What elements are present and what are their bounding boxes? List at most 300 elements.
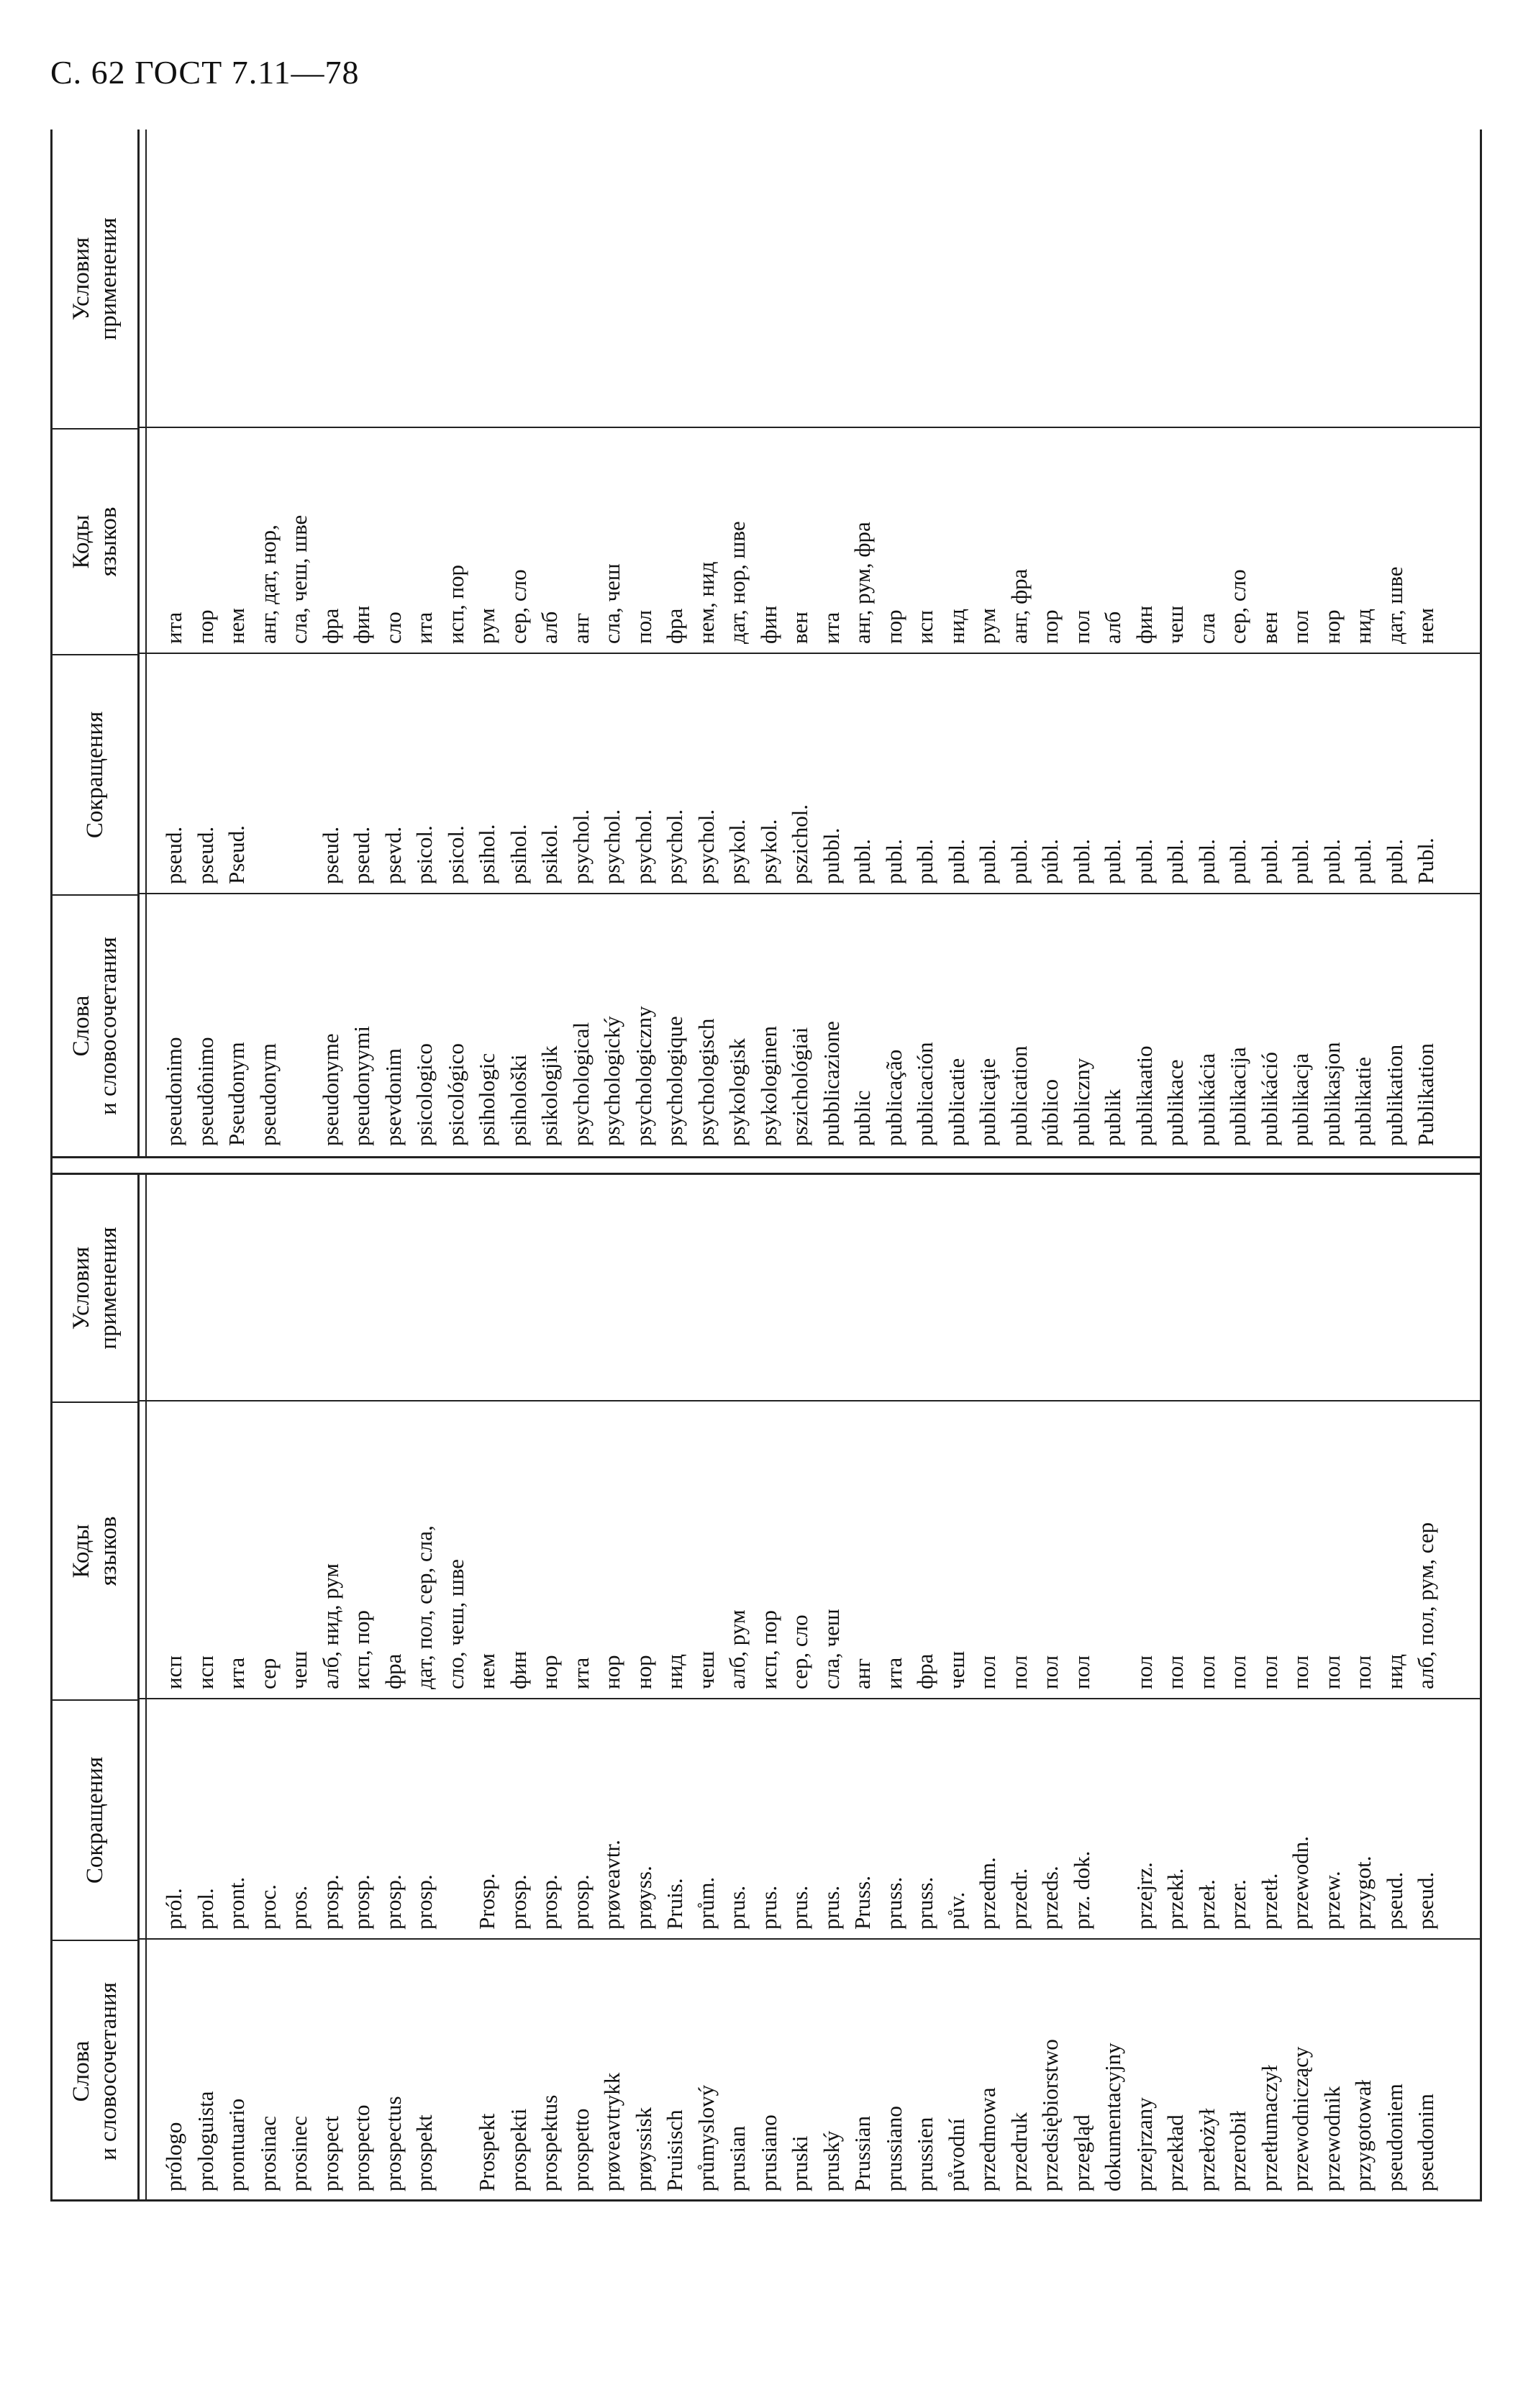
language-codes-cell: нид	[1381, 1654, 1407, 1689]
word-cell: psicologico	[412, 1043, 437, 1146]
column-header-abbreviations: Сокращения	[50, 654, 140, 894]
abbreviation-cell: Pseud.	[224, 825, 249, 884]
language-codes-cell: пор	[192, 609, 218, 644]
table-row	[471, 1175, 503, 2202]
language-codes-cell: исп	[161, 1655, 186, 1689]
language-codes-cell: пол	[1163, 1655, 1188, 1689]
language-codes-cell: чеш	[943, 1650, 969, 1689]
word-cell: prusian	[724, 2125, 750, 2191]
language-codes-cell: пор	[1037, 609, 1063, 644]
abbreviation-cell: publ.	[1256, 839, 1282, 884]
abbreviation-cell: publ.	[1131, 839, 1157, 884]
table-row	[628, 130, 660, 1156]
abbreviation-cell: prus.	[755, 1885, 781, 1930]
table-row	[878, 1175, 910, 2202]
word-cell: pseudoniem	[1381, 2084, 1407, 2191]
word-cell: przygotował	[1350, 2080, 1376, 2191]
language-codes-cell: фин	[1131, 605, 1157, 644]
language-codes-cell: сер, сло	[787, 1614, 812, 1689]
abbreviation-cell: psikol.	[537, 824, 562, 884]
table-row	[941, 1175, 973, 2202]
abbreviation-cell: przedr.	[1006, 1868, 1032, 1930]
word-cell: psihologic	[474, 1053, 499, 1146]
table-row	[471, 130, 503, 1156]
word-cell: psychologiczny	[630, 1006, 656, 1146]
language-codes-cell: нид	[662, 1654, 687, 1689]
abbreviation-cell: pról.	[161, 1888, 186, 1930]
word-cell: pubblicazione	[818, 1021, 844, 1146]
language-codes-cell: исп, пор	[755, 1609, 781, 1689]
language-codes-cell: пор	[881, 609, 906, 644]
language-codes-cell: сла, чеш, шве	[286, 514, 312, 644]
abbreviation-cell: pseud.	[1413, 1871, 1438, 1930]
right-rows	[158, 130, 1442, 1156]
abbreviation-cell: przygot.	[1350, 1855, 1376, 1930]
abbreviation-cell: prol.	[192, 1888, 218, 1930]
language-codes-cell: пол	[1288, 609, 1313, 644]
table-row	[221, 130, 253, 1156]
abbreviation-cell: publ.	[850, 839, 875, 884]
header-row	[50, 130, 140, 1156]
word-cell: prospekt	[412, 2114, 437, 2191]
abbreviation-cell: przer.	[1225, 1879, 1250, 1930]
word-cell: prøyssisk	[630, 2107, 656, 2191]
abbreviation-cell: publ.	[943, 839, 969, 884]
table-row	[1191, 130, 1223, 1156]
word-cell: pseudonim	[1413, 2093, 1438, 2191]
table-row	[909, 130, 941, 1156]
language-codes-cell: фин	[505, 1650, 531, 1689]
word-cell: przekład	[1163, 2114, 1188, 2191]
word-cell: publikacja	[1288, 1053, 1313, 1146]
word-cell: pruský	[818, 2130, 844, 2191]
abbreviation-cell: psykol.	[724, 819, 750, 884]
word-cell: público	[1037, 1079, 1063, 1146]
abbreviation-cell: prům.	[693, 1876, 719, 1930]
language-codes-cell: пол	[1256, 1655, 1282, 1689]
word-cell: prussiano	[881, 2106, 906, 2191]
abbreviation-cell: pův.	[943, 1891, 969, 1930]
language-codes-cell: сер, сло	[505, 569, 531, 644]
table-row	[1222, 1175, 1254, 2202]
language-codes-cell: ита	[568, 1657, 594, 1689]
table-row	[659, 1175, 691, 2202]
page-header: С. 62 ГОСТ 7.11—78	[50, 54, 360, 91]
abbreviation-cell: prosp.	[349, 1874, 374, 1930]
language-codes-cell: фра	[912, 1653, 937, 1689]
abbreviation-cell: przekł.	[1163, 1868, 1188, 1930]
table-row	[1285, 130, 1317, 1156]
word-cell: pruski	[787, 2135, 812, 2191]
table-row	[253, 1175, 284, 2202]
table-row	[1035, 1175, 1066, 2202]
abbreviation-cell: publ.	[881, 839, 906, 884]
word-cell: Prussian	[850, 2115, 875, 2191]
language-codes-cell: алб, пол, рум, сер	[1413, 1522, 1438, 1689]
table-row	[1066, 1175, 1098, 2202]
abbreviation-cell: przeds.	[1037, 1866, 1063, 1930]
word-cell: prontuario	[224, 2098, 249, 2191]
word-cell: prospecto	[349, 2104, 374, 2191]
header-double-rule	[140, 130, 147, 1156]
table-row	[158, 1175, 190, 2202]
table-row	[753, 1175, 785, 2202]
table-row	[1285, 1175, 1317, 2202]
word-cell: prospectus	[380, 2096, 406, 2191]
table-row	[565, 130, 597, 1156]
table-row	[1129, 1175, 1160, 2202]
table-row	[1097, 130, 1129, 1156]
language-codes-cell: нем	[474, 1653, 499, 1689]
word-cell: przedruk	[1006, 2112, 1032, 2191]
table-row	[1347, 1175, 1379, 2202]
word-cell: pszichológiai	[787, 1027, 812, 1146]
table-row	[596, 130, 628, 1156]
language-codes-cell: нем	[1413, 608, 1438, 644]
abbreviation-cell: prosp.	[317, 1874, 343, 1930]
table-row	[909, 1175, 941, 2202]
abbreviation-cell: Pruis.	[662, 1878, 687, 1930]
abbreviation-cell: przedm.	[975, 1857, 1000, 1930]
language-codes-cell: нем	[224, 608, 249, 644]
word-cell: psychologique	[662, 1016, 687, 1146]
word-cell: publiczny	[1068, 1058, 1094, 1146]
word-cell: prospektus	[537, 2094, 562, 2191]
abbreviation-cell: psykol.	[755, 819, 781, 884]
abbreviation-cell: psicol.	[442, 825, 468, 884]
language-codes-cell: вен	[1256, 612, 1282, 644]
table-row	[1317, 130, 1348, 1156]
abbreviation-cell: publ.	[912, 839, 937, 884]
table-row	[1222, 130, 1254, 1156]
word-cell: public	[850, 1090, 875, 1146]
table-row	[1066, 130, 1098, 1156]
abbreviation-cell: publ.	[1163, 839, 1188, 884]
column-header-abbreviations: Сокращения	[50, 1699, 140, 1940]
abbreviation-cell: pruss.	[912, 1876, 937, 1930]
language-codes-cell: анг	[850, 1658, 875, 1689]
table-row	[565, 1175, 597, 2202]
word-cell: publicatie	[943, 1058, 969, 1146]
abbreviation-cell: pros.	[286, 1885, 312, 1930]
table-row	[440, 130, 472, 1156]
word-cell: prøveavtrykk	[599, 2072, 624, 2191]
language-codes-cell: анг	[568, 612, 594, 644]
abbreviation-cell: pseud.	[161, 826, 186, 884]
abbreviation-cell: publ.	[1288, 839, 1313, 884]
table-row	[190, 130, 222, 1156]
word-cell: průmyslový	[693, 2084, 719, 2191]
language-codes-cell: сла, чеш	[818, 1609, 844, 1689]
language-codes-cell: сло	[380, 612, 406, 644]
language-codes-cell: исп, пор	[442, 564, 468, 644]
abbreviation-cell: przew.	[1319, 1871, 1345, 1930]
table-row	[659, 130, 691, 1156]
word-cell: przedsiębiorstwo	[1037, 2039, 1063, 2191]
table-row	[878, 130, 910, 1156]
language-codes-cell: ита	[412, 612, 437, 644]
table-row	[283, 130, 315, 1156]
abbreviation-cell: publ.	[975, 839, 1000, 884]
word-cell: publication	[1006, 1045, 1032, 1146]
word-cell: Publikation	[1413, 1043, 1438, 1146]
word-cell: prusiano	[755, 2114, 781, 2191]
abbreviation-cell: psychol.	[693, 809, 719, 884]
abbreviation-cell: publ.	[1194, 839, 1219, 884]
word-cell: psykologinen	[755, 1025, 781, 1146]
abbreviation-cell: prz. dok.	[1068, 1850, 1094, 1930]
word-cell: przedmowa	[975, 2087, 1000, 2191]
language-codes-cell: анг, рум, фра	[850, 522, 875, 644]
column-header-language-codes: Коды языков	[50, 428, 140, 654]
table-row	[1379, 1175, 1411, 2202]
table-row	[1160, 1175, 1191, 2202]
word-cell: psykologisk	[724, 1038, 750, 1146]
abbreviation-cell: Prosp.	[474, 1873, 499, 1930]
table-row	[847, 1175, 878, 2202]
abbreviation-cell: Pruss.	[850, 1876, 875, 1930]
table-row	[722, 130, 753, 1156]
language-codes-cell: чеш	[693, 1650, 719, 1689]
abbreviation-cell: prus.	[818, 1885, 844, 1930]
abbreviation-cell: prosp.	[568, 1874, 594, 1930]
word-cell: prosinec	[286, 2115, 312, 2191]
abbreviation-cell: publ.	[1350, 839, 1376, 884]
left-rows	[158, 1175, 1442, 2202]
word-cell: publicaţie	[975, 1058, 1000, 1146]
table-row	[346, 130, 378, 1156]
word-cell: przewodnik	[1319, 2086, 1345, 2191]
language-codes-cell: пол	[1194, 1655, 1219, 1689]
abbreviation-cell: publ.	[1381, 839, 1407, 884]
table-row	[628, 1175, 660, 2202]
abbreviation-cell: psychol.	[662, 809, 687, 884]
abbreviation-cell: publ.	[1225, 839, 1250, 884]
table-row	[221, 1175, 253, 2202]
abbreviation-cell: psevd.	[380, 826, 406, 884]
abbreviation-cell: psihol.	[474, 824, 499, 884]
language-codes-cell: алб, рум	[724, 1609, 750, 1689]
table-row	[1410, 1175, 1442, 2202]
word-cell: publikace	[1163, 1059, 1188, 1146]
language-codes-cell: ита	[818, 612, 844, 644]
word-cell: prospetto	[568, 2108, 594, 2191]
abbreviation-cell: públ.	[1037, 839, 1063, 884]
abbreviation-cell: przetł.	[1256, 1873, 1282, 1930]
table-row	[1410, 130, 1442, 1156]
table-row	[1379, 130, 1411, 1156]
word-cell: pseudonyme	[317, 1033, 343, 1146]
abbreviation-table	[50, 130, 1482, 2202]
column-header-usage: Условия применения	[68, 217, 122, 340]
word-cell: publicación	[912, 1042, 937, 1146]
word-cell: prospect	[317, 2115, 343, 2191]
table-row	[816, 130, 847, 1156]
abbreviation-cell: pseud.	[349, 826, 374, 884]
word-cell: przełożył	[1194, 2108, 1219, 2191]
word-cell: pseudônimo	[192, 1037, 218, 1146]
table-row	[1254, 130, 1286, 1156]
language-codes-cell: сла, чеш	[599, 563, 624, 644]
table-row	[1129, 130, 1160, 1156]
table-row	[816, 1175, 847, 2202]
abbreviation-cell: pront.	[224, 1876, 249, 1930]
word-cell: psevdonim	[380, 1048, 406, 1146]
language-codes-cell: пол	[975, 1655, 1000, 1689]
abbreviation-cell: pruss.	[881, 1876, 906, 1930]
table-row	[753, 130, 785, 1156]
language-codes-cell: сло, чеш, шве	[442, 1558, 468, 1689]
language-codes-cell: фин	[349, 605, 374, 644]
abbreviation-cell: prosp.	[505, 1874, 531, 1930]
language-codes-cell: пол	[1225, 1655, 1250, 1689]
language-codes-cell: исп	[192, 1655, 218, 1689]
table-row	[1317, 1175, 1348, 2202]
abbreviation-cell: publ.	[1100, 839, 1125, 884]
language-codes-cell: ита	[161, 612, 186, 644]
table-row	[784, 1175, 816, 2202]
abbreviation-cell: psihol.	[505, 824, 531, 884]
language-codes-cell: рум	[975, 608, 1000, 644]
abbreviation-cell: publ.	[1068, 839, 1094, 884]
language-codes-cell: ита	[881, 1657, 906, 1689]
word-cell: publikaatio	[1131, 1045, 1157, 1146]
table-row	[534, 1175, 565, 2202]
word-cell: Pseudonym	[224, 1042, 249, 1146]
table-row	[722, 1175, 753, 2202]
language-codes-cell: пол	[1006, 1655, 1032, 1689]
language-codes-cell: дат, шве	[1381, 566, 1407, 644]
language-codes-cell: алб	[537, 611, 562, 644]
abbreviation-cell: pseud.	[1381, 1871, 1407, 1930]
table-row	[1347, 130, 1379, 1156]
table-row	[378, 1175, 409, 2202]
word-cell: psychologický	[599, 1016, 624, 1146]
abbreviation-cell: prøveavtr.	[599, 1840, 624, 1930]
abbreviation-cell: prus.	[724, 1885, 750, 1930]
language-codes-cell: исп	[912, 610, 937, 644]
language-codes-cell: пол	[630, 609, 656, 644]
table-row	[1254, 1175, 1286, 2202]
abbreviation-cell: przeł.	[1194, 1879, 1219, 1930]
header-double-rule	[140, 1175, 147, 2202]
language-codes-cell: анг, дат, нор,	[255, 524, 281, 644]
table-row	[158, 130, 190, 1156]
word-cell: psychologisch	[693, 1018, 719, 1146]
word-cell: publikatie	[1350, 1057, 1376, 1146]
abbreviation-cell: pubbl.	[818, 827, 844, 884]
abbreviation-cell: psychol.	[630, 809, 656, 884]
word-cell: Prospekt	[474, 2113, 499, 2191]
table-row	[847, 130, 878, 1156]
word-cell: przetłumaczył	[1256, 2065, 1282, 2191]
language-codes-cell: нем, нид	[693, 561, 719, 644]
language-codes-cell: фра	[317, 608, 343, 644]
column-header-words: Слова и словосочетания	[50, 894, 140, 1156]
word-cell: przewodniczący	[1288, 2046, 1313, 2191]
word-cell: původní	[943, 2118, 969, 2191]
language-codes-cell: фра	[662, 608, 687, 644]
abbreviation-cell: prosp.	[412, 1874, 437, 1930]
language-codes-cell: пол	[1068, 1655, 1094, 1689]
word-cell: Pruisisch	[662, 2109, 687, 2191]
table-row	[972, 1175, 1004, 2202]
word-cell: publikacija	[1225, 1047, 1250, 1146]
language-codes-cell: нор	[1319, 609, 1345, 644]
word-cell: psychological	[568, 1022, 594, 1146]
abbreviation-cell: proc.	[255, 1884, 281, 1930]
language-codes-cell: рум	[474, 608, 499, 644]
table-row	[1035, 130, 1066, 1156]
word-cell: psicológico	[442, 1043, 468, 1146]
language-codes-cell: нор	[630, 1655, 656, 1689]
table-row	[691, 1175, 722, 2202]
abbreviation-cell: prosp.	[380, 1874, 406, 1930]
abbreviation-cell: prøyss.	[630, 1866, 656, 1930]
table-row	[596, 1175, 628, 2202]
word-cell: przerobił	[1225, 2111, 1250, 2191]
language-codes-cell: пол	[1350, 1655, 1376, 1689]
table-row	[346, 1175, 378, 2202]
abbreviation-cell: pseud.	[192, 826, 218, 884]
language-codes-cell: чеш	[286, 1650, 312, 1689]
word-cell: publikasjon	[1319, 1042, 1345, 1146]
table-right-half	[50, 130, 1482, 1156]
language-codes-cell: ита	[224, 1657, 249, 1689]
table-row	[1191, 1175, 1223, 2202]
word-cell: przegląd	[1068, 2114, 1094, 2191]
table-row	[534, 130, 565, 1156]
language-codes-cell: анг, фра	[1006, 568, 1032, 644]
abbreviation-cell: publ.	[1006, 839, 1032, 884]
word-cell: prospekti	[505, 2108, 531, 2191]
language-codes-cell: алб	[1100, 611, 1125, 644]
table-row	[315, 1175, 347, 2202]
word-cell: publikáció	[1256, 1052, 1282, 1146]
table-row	[1160, 130, 1191, 1156]
table-row	[190, 1175, 222, 2202]
word-cell: pseudonimo	[161, 1037, 186, 1146]
abbreviation-cell: psychol.	[599, 809, 624, 884]
language-codes-cell: нид	[943, 609, 969, 644]
table-row	[283, 1175, 315, 2202]
table-row	[941, 130, 973, 1156]
language-codes-cell: сла	[1194, 613, 1219, 644]
abbreviation-cell: prus.	[787, 1885, 812, 1930]
table-row	[315, 130, 347, 1156]
table-row	[1004, 1175, 1035, 2202]
language-codes-cell: пол	[1068, 609, 1094, 644]
language-codes-cell: сер, сло	[1225, 569, 1250, 644]
word-cell: przejrzany	[1131, 2097, 1157, 2191]
language-codes-cell: нор	[537, 1655, 562, 1689]
table-row	[1097, 1175, 1129, 2202]
word-cell: prologuista	[192, 2091, 218, 2191]
abbreviation-cell: publ.	[1319, 839, 1345, 884]
table-row	[972, 130, 1004, 1156]
word-cell: dokumentacyjny	[1100, 2043, 1125, 2191]
table-row	[503, 130, 535, 1156]
abbreviation-cell: psicol.	[412, 825, 437, 884]
table-row	[784, 130, 816, 1156]
word-cell: publik	[1100, 1089, 1125, 1146]
abbreviation-cell: pszichol.	[787, 804, 812, 884]
language-codes-cell: исп, пор	[349, 1609, 374, 1689]
table-row	[378, 130, 409, 1156]
language-codes-cell: пол	[1037, 1655, 1063, 1689]
language-codes-cell: пол	[1131, 1655, 1157, 1689]
language-codes-cell: дат, пол, сер, сла,	[412, 1525, 437, 1689]
